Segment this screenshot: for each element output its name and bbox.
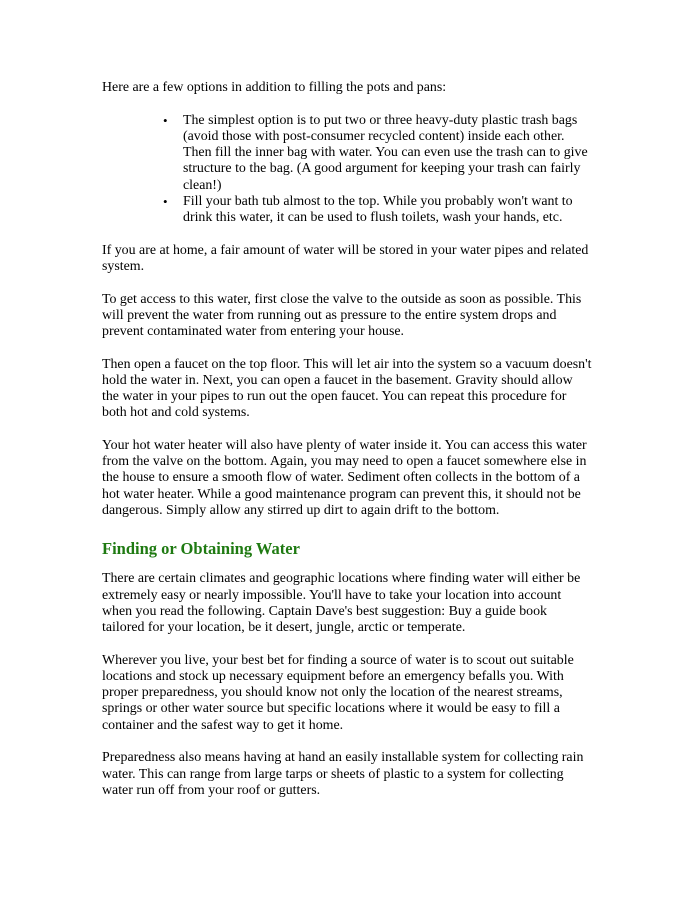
- body-paragraph: There are certain climates and geographic locations where finding water will either be extremely easy or nearly impossible. You'll have to take your location into account when you read the following. Captain Dave's best suggestion: Buy a guide book tailored for your location, be it desert, jungle, arctic or temperate.: [102, 571, 581, 636]
- bullet-icon: •: [163, 193, 168, 209]
- list-item-text: The simplest option is to put two or three heavy-duty plastic trash bags (avoid those with post-consumer recycled content) inside each other. Then fill the inner bag with water. You can even use the trash can to give structure to the bag. (A good argument for keeping your trash can fairly clean!): [183, 112, 588, 193]
- list-item: [163, 193, 592, 226]
- list-item: [163, 112, 592, 194]
- body-paragraph: Then open a faucet on the top floor. This will let air into the system so a vacuum doesn't hold the water in. Next, you can open a faucet in the basement. Gravity should allow the water in your pipes to run out the open faucet. You can repeat this procedure for both hot and cold systems.: [102, 356, 592, 421]
- bullet-icon: •: [163, 112, 168, 128]
- section-heading: Finding or Obtaining Water: [102, 538, 300, 558]
- intro-paragraph: Here are a few options in addition to filling the pots and pans:: [102, 80, 447, 95]
- body-paragraph: Preparedness also means having at hand an easily installable system for collecting rain water. This can range from large tarps or sheets of plastic to a system for collecting water run off from your roof or gutters.: [102, 750, 584, 798]
- list-item-text: Fill your bath tub almost to the top. While you probably won't want to drink this water, it can be used to flush toilets, wash your hands, etc.: [183, 193, 573, 225]
- body-paragraph: Your hot water heater will also have plenty of water inside it. You can access this water from the valve on the bottom. Again, you may need to open a faucet somewhere else in the house to ensure a smooth flow of water. Sediment often collects in the bottom of a hot water heater. While a good maintenance program can prevent this, it should not be dangerous. Simply allow any stirred up dirt to again drift to the bottom.: [102, 437, 587, 518]
- page-content: [102, 80, 592, 815]
- body-paragraph: If you are at home, a fair amount of water will be stored in your water pipes and related system.: [102, 242, 589, 274]
- body-paragraph: To get access to this water, first close the valve to the outside as soon as possible. This will prevent the water from running out as pressure to the entire system drops and prevent contaminated water from entering your house.: [102, 291, 582, 339]
- body-paragraph: Wherever you live, your best bet for finding a source of water is to scout out suitable locations and stock up necessary equipment before an emergency befalls you. With proper preparedness, you should know not only the location of the nearest streams, springs or other water source but specific locations where it would be easy to fill a container and the safest way to get it home.: [102, 652, 574, 733]
- options-list: [102, 113, 592, 226]
